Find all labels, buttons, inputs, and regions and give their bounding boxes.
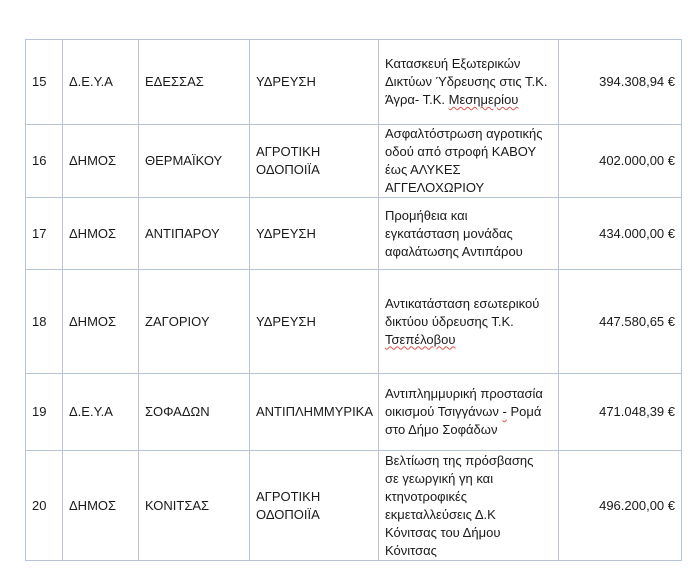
- description-line: στο Δήμο Σοφάδων: [385, 422, 498, 437]
- table-row: [26, 451, 682, 561]
- category-line: ΥΔΡΕΥΣΗ: [256, 74, 316, 89]
- description-line: Άγρα- Τ.Κ. Μεσημερίου: [385, 92, 519, 107]
- description-line: Ασφαλτόστρωση αγροτικής: [385, 126, 543, 141]
- entity-cell: ΔΗΜΟΣ: [63, 270, 139, 374]
- description-line: Κατασκευή Εξωτερικών: [385, 56, 521, 71]
- description-cell: [379, 451, 559, 561]
- amount-cell: 434.000,00 €: [559, 198, 682, 270]
- description-line: Κόνιτσας του Δήμου: [385, 524, 501, 540]
- description-cell: [379, 270, 559, 374]
- row-number-cell: 17: [26, 198, 63, 270]
- category-line: ΑΓΡΟΤΙΚΗ: [256, 144, 321, 159]
- amount-cell: 402.000,00 €: [559, 125, 682, 198]
- description-cell: [379, 40, 559, 125]
- description-line: Προμήθεια και: [385, 207, 468, 223]
- projects-table-body: [26, 40, 682, 561]
- place-cell: ΖΑΓΟΡΙΟΥ: [139, 270, 250, 374]
- table-row: [26, 374, 682, 451]
- description-cell: [379, 374, 559, 451]
- category-line: ΥΔΡΕΥΣΗ: [256, 313, 316, 329]
- description-line: Αντιπλημμυρική προστασία: [385, 386, 543, 401]
- category-cell: [250, 451, 379, 561]
- amount-cell: 394.308,94 €: [559, 40, 682, 125]
- place-cell: ΣΟΦΑΔΩΝ: [139, 374, 250, 451]
- row-number-cell: 20: [26, 451, 63, 561]
- table-row: [26, 198, 682, 270]
- amount-cell: 447.580,65 €: [559, 270, 682, 374]
- description-line: Αντικατάσταση εσωτερικού: [385, 295, 540, 311]
- category-cell: [250, 374, 379, 451]
- category-line: ΟΔΟΠΟΙΪΑ: [256, 506, 320, 522]
- projects-table: [25, 39, 682, 561]
- entity-cell: ΔΗΜΟΣ: [63, 198, 139, 270]
- row-number-cell: 16: [26, 125, 63, 198]
- category-line: ΟΔΟΠΟΙΪΑ: [256, 162, 320, 177]
- place-cell: ΚΟΝΙΤΣΑΣ: [139, 451, 250, 561]
- amount-cell: 471.048,39 €: [559, 374, 682, 451]
- description-line: εκμεταλλεύσεις Δ.Κ: [385, 506, 496, 522]
- category-cell: [250, 198, 379, 270]
- description-line: οικισμού Τσιγγάνων - Ρομά: [385, 404, 542, 419]
- description-line: Κόνιτσας: [385, 542, 437, 558]
- amount-cell: 496.200,00 €: [559, 451, 682, 561]
- place-cell: ΕΔΕΣΣΑΣ: [139, 40, 250, 125]
- entity-cell: ΔΗΜΟΣ: [63, 451, 139, 561]
- description-cell: [379, 125, 559, 198]
- description-line: αφαλάτωσης Αντιπάρου: [385, 243, 523, 259]
- description-line: σε γεωργική γη και: [385, 470, 494, 486]
- place-cell: ΑΝΤΙΠΑΡΟΥ: [139, 198, 250, 270]
- category-line: ΑΓΡΟΤΙΚΗ: [256, 488, 321, 504]
- description-line: Βελτίωση της πρόσβασης: [385, 452, 534, 468]
- category-line: ΑΝΤΙΠΛΗΜΜΥΡΙΚΑ: [256, 404, 374, 419]
- description-line: εγκατάσταση μονάδας: [385, 225, 513, 241]
- place-cell: ΘΕΡΜΑΪΚΟΥ: [139, 125, 250, 198]
- row-number-cell: 18: [26, 270, 63, 374]
- table-row: [26, 125, 682, 198]
- description-line: έως ΑΛΥΚΕΣ ΑΓΓΕΛΟΧΩΡΙΟΥ: [385, 162, 485, 195]
- table-row: [26, 270, 682, 374]
- description-line: Τσεπέλοβου: [385, 331, 456, 347]
- row-number-cell: 19: [26, 374, 63, 451]
- entity-cell: ΔΗΜΟΣ: [63, 125, 139, 198]
- description-line: δικτύου ύδρευσης Τ.Κ.: [385, 313, 514, 329]
- category-cell: [250, 270, 379, 374]
- category-cell: [250, 40, 379, 125]
- description-line: Δικτύων Ύδρευσης στις Τ.Κ.: [385, 74, 548, 89]
- description-line: κτηνοτροφικές: [385, 488, 468, 504]
- category-cell: [250, 125, 379, 198]
- table-row: [26, 40, 682, 125]
- category-line: ΥΔΡΕΥΣΗ: [256, 225, 316, 241]
- entity-cell: Δ.Ε.Υ.Α: [63, 374, 139, 451]
- entity-cell: Δ.Ε.Υ.Α: [63, 40, 139, 125]
- description-line: οδού από στροφή ΚΑΒΟΥ: [385, 144, 537, 159]
- row-number-cell: 15: [26, 40, 63, 125]
- description-cell: [379, 198, 559, 270]
